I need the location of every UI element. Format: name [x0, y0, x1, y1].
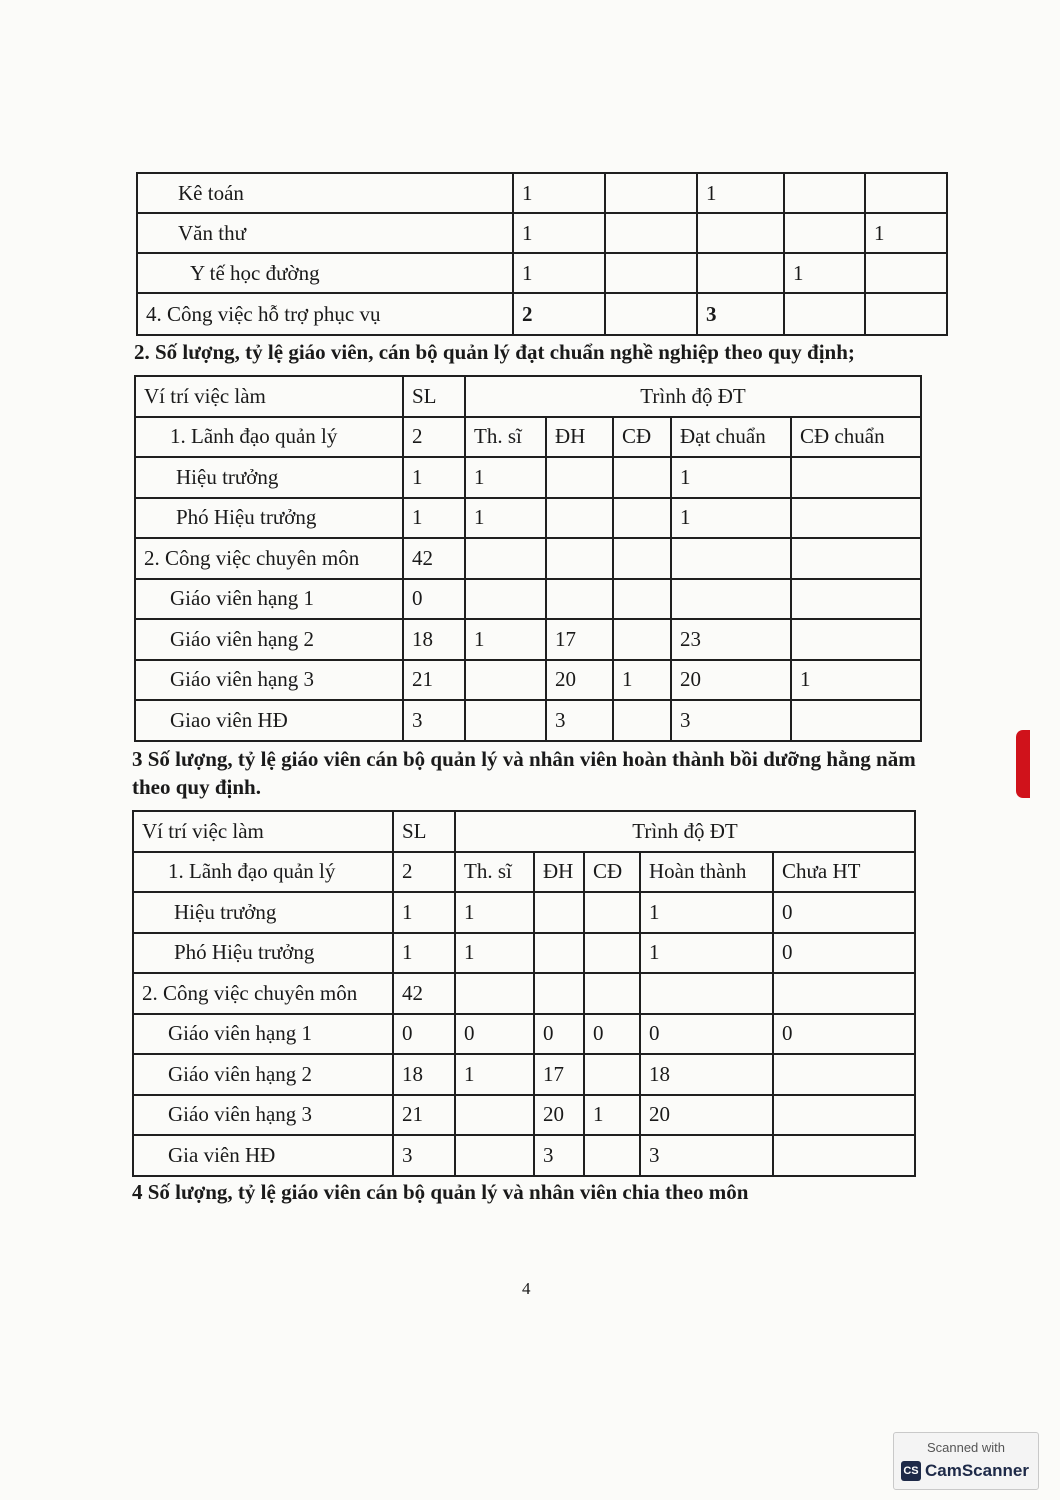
value-cell — [613, 457, 671, 498]
position-cell: Hiệu trưởng — [135, 457, 403, 498]
value-cell: 1 — [465, 619, 546, 660]
value-cell: 3 — [403, 700, 465, 741]
value-cell — [865, 293, 947, 335]
table-header-row — [135, 376, 921, 417]
value-cell: 2 — [513, 293, 605, 335]
section-4-heading: 4 Số lượng, tỷ lệ giáo viên cán bộ quản lý và nhân viên chia theo môn — [132, 1180, 749, 1204]
position-cell: Hiệu trưởng — [133, 892, 393, 933]
value-cell — [584, 892, 640, 933]
subheader-cell: CĐ — [584, 852, 640, 893]
value-cell: 18 — [640, 1054, 773, 1095]
value-cell — [605, 213, 697, 253]
value-cell — [791, 498, 921, 539]
position-cell: Giáo viên hạng 2 — [135, 619, 403, 660]
value-cell: 3 — [671, 700, 791, 741]
table-row — [133, 1014, 915, 1055]
red-stamp-edge — [1016, 730, 1030, 798]
position-cell: 2. Công việc chuyên môn — [133, 973, 393, 1014]
value-cell: 1 — [671, 457, 791, 498]
value-cell — [465, 538, 546, 579]
table-row — [135, 538, 921, 579]
value-cell — [865, 253, 947, 293]
value-cell — [584, 933, 640, 974]
table-row — [133, 892, 915, 933]
value-cell — [546, 538, 613, 579]
value-cell: 1 — [513, 253, 605, 293]
value-cell — [584, 1135, 640, 1176]
value-cell: 1 — [697, 173, 784, 213]
value-cell: 0 — [584, 1014, 640, 1055]
value-cell — [865, 173, 947, 213]
value-cell — [613, 700, 671, 741]
header-training-level: Trình độ ĐT — [455, 811, 915, 852]
value-cell: 1 — [393, 933, 455, 974]
value-cell — [465, 660, 546, 701]
position-cell: 4. Công việc hỗ trợ phục vụ — [137, 293, 513, 335]
table-row — [137, 173, 947, 213]
subheader-cell: Chưa HT — [773, 852, 915, 893]
table-subheader-row — [133, 852, 915, 893]
value-cell: 0 — [773, 933, 915, 974]
value-cell: 17 — [546, 619, 613, 660]
value-cell: 42 — [393, 973, 455, 1014]
value-cell: 18 — [393, 1054, 455, 1095]
position-cell: Gia viên HĐ — [133, 1135, 393, 1176]
value-cell — [534, 892, 584, 933]
position-cell: Văn thư — [137, 213, 513, 253]
table-row — [137, 253, 947, 293]
value-cell — [584, 973, 640, 1014]
header-count: SL — [393, 811, 455, 852]
value-cell — [613, 538, 671, 579]
value-cell: 0 — [403, 579, 465, 620]
camscanner-brand: CamScanner — [925, 1461, 1029, 1480]
value-cell — [784, 173, 865, 213]
subheader-cell: CĐ chuẩn — [791, 417, 921, 458]
subheader-cell: Đạt chuẩn — [671, 417, 791, 458]
value-cell: 20 — [534, 1095, 584, 1136]
value-cell: 1 — [455, 933, 534, 974]
value-cell — [791, 700, 921, 741]
value-cell — [773, 1054, 915, 1095]
value-cell: 1 — [393, 892, 455, 933]
value-cell: 0 — [640, 1014, 773, 1055]
value-cell: 1 — [465, 457, 546, 498]
value-cell — [697, 213, 784, 253]
value-cell: 3 — [546, 700, 613, 741]
value-cell — [791, 538, 921, 579]
position-cell: 1. Lãnh đạo quản lý — [135, 417, 403, 458]
table-header-row — [133, 811, 915, 852]
position-cell: Y tế học đường — [137, 253, 513, 293]
value-cell: 21 — [393, 1095, 455, 1136]
subheader-cell: ĐH — [534, 852, 584, 893]
table-row — [133, 1135, 915, 1176]
header-position: Ví trí việc làm — [133, 811, 393, 852]
position-cell: Phó Hiệu trưởng — [135, 498, 403, 539]
value-cell — [534, 973, 584, 1014]
value-cell: 1 — [513, 213, 605, 253]
position-cell: Giáo viên hạng 2 — [133, 1054, 393, 1095]
value-cell — [465, 700, 546, 741]
value-cell — [613, 579, 671, 620]
table-row — [137, 293, 947, 335]
value-cell — [791, 579, 921, 620]
value-cell: 1 — [403, 457, 465, 498]
subheader-cell: Th. sĩ — [455, 852, 534, 893]
value-cell: 0 — [455, 1014, 534, 1055]
value-cell: 1 — [455, 1054, 534, 1095]
subheader-cell: CĐ — [613, 417, 671, 458]
header-count: SL — [403, 376, 465, 417]
value-cell: 1 — [584, 1095, 640, 1136]
header-position: Ví trí việc làm — [135, 376, 403, 417]
table-row — [135, 498, 921, 539]
table-row — [135, 619, 921, 660]
subheader-cell: ĐH — [546, 417, 613, 458]
value-cell: 1 — [791, 660, 921, 701]
value-cell — [773, 973, 915, 1014]
value-cell — [773, 1135, 915, 1176]
value-cell: 20 — [546, 660, 613, 701]
position-cell: 1. Lãnh đạo quản lý — [133, 852, 393, 893]
position-cell: Giáo viên hạng 1 — [135, 579, 403, 620]
value-cell: 42 — [403, 538, 465, 579]
table-row — [135, 700, 921, 741]
table-row — [135, 579, 921, 620]
training-table — [132, 810, 916, 1177]
value-cell — [613, 619, 671, 660]
table-subheader-row — [135, 417, 921, 458]
staff-table-continued — [136, 172, 948, 336]
section-2-heading: 2. Số lượng, tỷ lệ giáo viên, cán bộ quản lý đạt chuẩn nghề nghiệp theo quy định; — [134, 340, 855, 364]
value-cell: 1 — [613, 660, 671, 701]
value-cell — [465, 579, 546, 620]
table-row — [135, 660, 921, 701]
value-cell — [455, 1095, 534, 1136]
value-cell — [546, 457, 613, 498]
value-cell: 3 — [393, 1135, 455, 1176]
value-cell: 23 — [671, 619, 791, 660]
value-cell: 3 — [534, 1135, 584, 1176]
value-cell — [784, 213, 865, 253]
value-cell: 0 — [773, 892, 915, 933]
position-cell: Giáo viên hạng 3 — [133, 1095, 393, 1136]
value-cell: 17 — [534, 1054, 584, 1095]
value-cell — [605, 253, 697, 293]
value-cell: 20 — [671, 660, 791, 701]
value-cell — [584, 1054, 640, 1095]
value-cell — [784, 293, 865, 335]
value-cell: 0 — [773, 1014, 915, 1055]
table-row — [135, 457, 921, 498]
value-cell — [546, 498, 613, 539]
value-cell — [671, 538, 791, 579]
scanned-with-label: Scanned with — [926, 1440, 1006, 1455]
subheader-cell: Th. sĩ — [465, 417, 546, 458]
value-cell: 3 — [697, 293, 784, 335]
value-cell: 1 — [640, 892, 773, 933]
value-cell — [605, 173, 697, 213]
value-cell: 3 — [640, 1135, 773, 1176]
table-row — [133, 1054, 915, 1095]
subheader-cell: Hoàn thành — [640, 852, 773, 893]
value-cell — [671, 579, 791, 620]
position-cell: Giao viên HĐ — [135, 700, 403, 741]
value-cell: 0 — [393, 1014, 455, 1055]
camscanner-badge — [893, 1432, 1039, 1490]
value-cell: 1 — [784, 253, 865, 293]
value-cell: 1 — [465, 498, 546, 539]
value-cell — [605, 293, 697, 335]
subheader-cell: 2 — [393, 852, 455, 893]
value-cell: 18 — [403, 619, 465, 660]
table-row — [133, 1095, 915, 1136]
value-cell: 21 — [403, 660, 465, 701]
position-cell: 2. Công việc chuyên môn — [135, 538, 403, 579]
value-cell — [640, 973, 773, 1014]
qualification-table — [134, 375, 922, 742]
subheader-cell: 2 — [403, 417, 465, 458]
table-row — [133, 933, 915, 974]
value-cell: 1 — [865, 213, 947, 253]
value-cell: 1 — [455, 892, 534, 933]
value-cell: 1 — [513, 173, 605, 213]
value-cell — [773, 1095, 915, 1136]
value-cell: 1 — [640, 933, 773, 974]
camscanner-logo-icon: CS — [901, 1461, 921, 1481]
value-cell: 1 — [403, 498, 465, 539]
value-cell — [534, 933, 584, 974]
value-cell — [791, 619, 921, 660]
value-cell — [455, 973, 534, 1014]
page-number: 4 — [522, 1279, 531, 1298]
value-cell — [455, 1135, 534, 1176]
value-cell — [613, 498, 671, 539]
position-cell: Phó Hiệu trưởng — [133, 933, 393, 974]
table-row — [137, 213, 947, 253]
position-cell: Giáo viên hạng 1 — [133, 1014, 393, 1055]
section-3-heading: 3 Số lượng, tỷ lệ giáo viên cán bộ quản lý và nhân viên hoàn thành bồi dưỡng hằng năm theo quy định. — [132, 747, 916, 799]
position-cell: Giáo viên hạng 3 — [135, 660, 403, 701]
value-cell: 1 — [671, 498, 791, 539]
value-cell: 20 — [640, 1095, 773, 1136]
position-cell: Kê toán — [137, 173, 513, 213]
value-cell — [546, 579, 613, 620]
value-cell: 0 — [534, 1014, 584, 1055]
value-cell — [697, 253, 784, 293]
value-cell — [791, 457, 921, 498]
header-training-level: Trình độ ĐT — [465, 376, 921, 417]
table-row — [133, 973, 915, 1014]
